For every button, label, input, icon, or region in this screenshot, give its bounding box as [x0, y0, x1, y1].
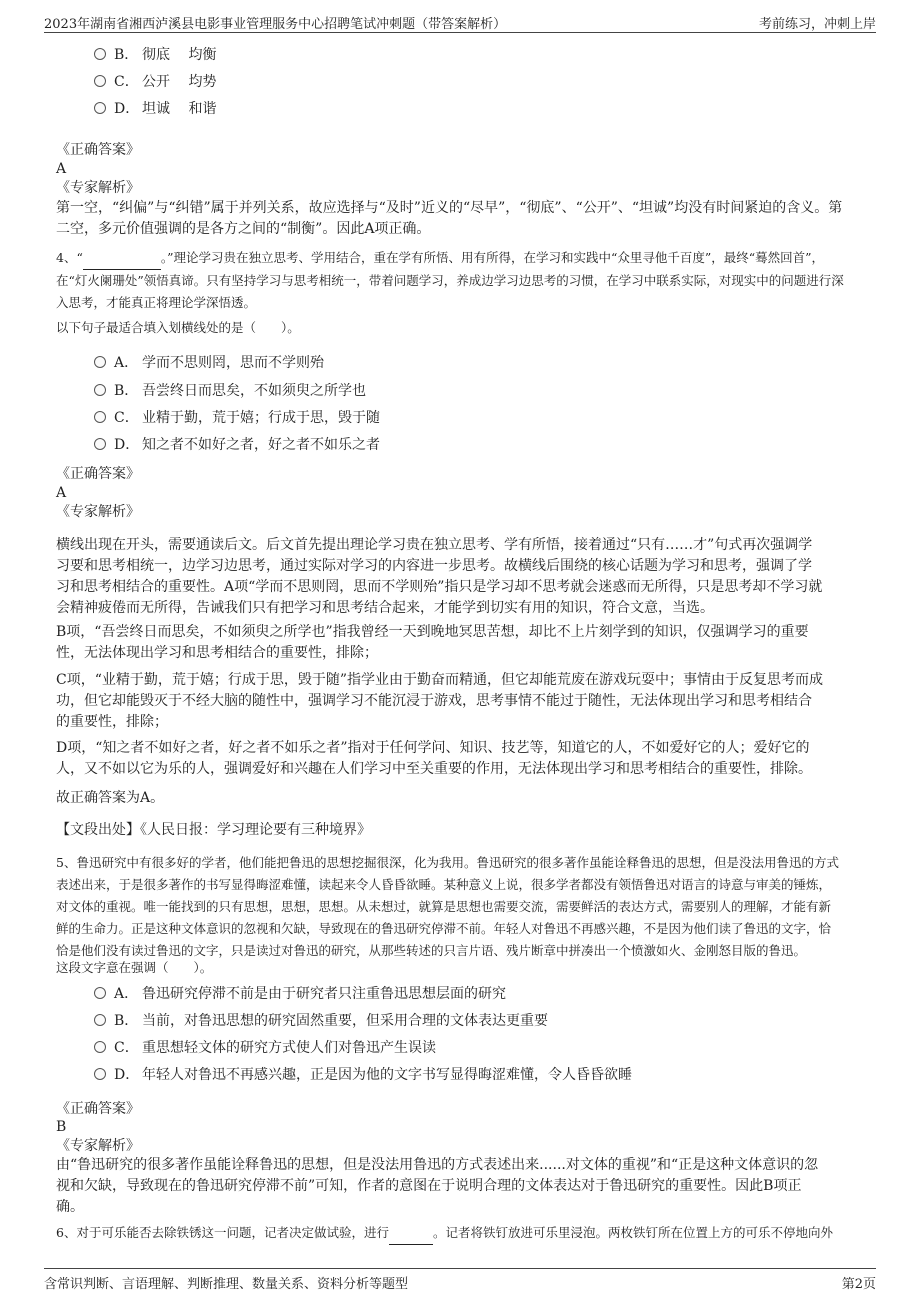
q6-stem: 6、对于可乐能否去除铁锈这一问题，记者决定做试验，进行 。记者将铁钉放进可乐里浸泡。两枚铁钉所在位置上方的可乐不停地向外 [56, 1222, 833, 1245]
q5-answer-label: 《正确答案》 [56, 1101, 140, 1117]
q4-source: 【文段出处】《人民日报：学习理论要有三种境界》 [56, 822, 371, 838]
footer-description: 含常识判断、言语理解、判断推理、数量关系、资料分析等题型 [44, 1277, 409, 1292]
q5-analysis-label: 《专家解析》 [56, 1138, 140, 1154]
document-title: 2023年湖南省湘西泸溪县电影事业管理服务中心招聘笔试冲刺题（带答案解析） [44, 17, 507, 32]
q4-option-b[interactable]: B． 吾尝终日而思矣，不如须臾之所学也 [94, 380, 366, 402]
q4-option-d[interactable]: D． 知之者不如好之者，好之者不如乐之者 [94, 434, 380, 456]
q4-question: 以下句子最适合填入划横线处的是（ ）。 [56, 320, 300, 335]
q5-analysis: 由“鲁迅研究的很多著作虽能诠释鲁迅的思想，但是没法用鲁迅的方式表述出来......对文体的重视”和“正是这种文体意识的忽 视和欠缺，导致现在的鲁迅研究停滞不前”可知，作者的意图在于说明合理的文体表达对于鲁迅研究的重要性。因此B项正 确。 [56, 1157, 819, 1215]
q3-option-c[interactable]: C． 公开 均势 [94, 71, 216, 93]
q4-fill-blank [83, 247, 161, 270]
q3-answer: A [56, 161, 67, 177]
radio-icon[interactable] [94, 1014, 106, 1026]
q3-option-b[interactable]: B． 彻底 均衡 [94, 44, 216, 66]
q5-option-b[interactable]: B． 当前，对鲁迅思想的研究固然重要，但采用合理的文体表达更重要 [94, 1010, 548, 1032]
radio-icon[interactable] [94, 438, 106, 450]
radio-icon[interactable] [94, 411, 106, 423]
q4-analysis-p1: 横线出现在开头，需要通读后文。后文首先提出理论学习贵在独立思考、学有所悟，接着通过“只有……才”句式再次强调学 习要和思考相统一，边学习边思考，通过实际对学习的内容进一步思考。故横线后围绕的核心话题为学习和思考，强调了学 习和思考相结合的重要性。A项“学而不思则罔，思而不学则殆”指只是学习却不思考就会迷惑而无所得，只是思考却不学习就 会精神疲倦而无所得，告诫我们只有把学习和思考结合起来，才能学到切实有用的知识，符合文意，当选。 [56, 537, 823, 616]
q4-answer-label: 《正确答案》 [56, 466, 140, 482]
radio-icon[interactable] [94, 1041, 106, 1053]
q3-answer-label: 《正确答案》 [56, 142, 140, 158]
q4-conclusion: 故正确答案为A。 [56, 790, 165, 806]
q5-option-d[interactable]: D． 年轻人对鲁迅不再感兴趣，正是因为他的文字书写显得晦涩难懂，令人昏昏欲睡 [94, 1064, 632, 1086]
q3-option-d[interactable]: D． 坦诚 和谐 [94, 98, 216, 120]
radio-icon[interactable] [94, 1068, 106, 1080]
page-header [44, 10, 876, 33]
q4-analysis-label: 《专家解析》 [56, 504, 140, 520]
radio-icon[interactable] [94, 987, 106, 999]
q4-stem: 4、“ 。”理论学习贵在独立思考、学用结合，重在学有所悟、用有所得，在学习和实践中“众里寻他千百度”，最终“蓦然回首”， 在“灯火阑珊处”领悟真谛。只有坚持学习与思考相统一，带着问题学习，养成边学习边思考的习惯，在学习中联系实际，对现实中的问题进行深 入思考，才能真正将理论学深悟透。 [56, 247, 844, 314]
radio-icon[interactable] [94, 384, 106, 396]
q5-stem: 5、鲁迅研究中有很多好的学者，他们能把鲁迅的思想挖掘很深，化为我用。鲁迅研究的很多著作虽能诠释鲁迅的思想，但是没法用鲁迅的方式 表述出来，于是很多著作的书写显得晦涩难懂，读起来令人昏昏欲睡。某种意义上说，很多学者都没有领悟鲁迅对语言的诗意与审美的锤炼， 对文体的重视。唯一能找到的只有思想，思想，思想。从未想过，就算是思想也需要交流，需要鲜活的表达方式，需要别人的理解，才能有新 鲜的生命力。正是这种文体意识的忽视和欠缺，导致现在的鲁迅研究停滞不前。年轻人对鲁迅不再感兴趣，不是因为他们读了鲁迅的文字，恰 恰是他们没有读过鲁迅的文字，只是读过对鲁迅的研究，从那些转述的只言片语、残片断章中拼凑出一个愤激如火、金刚怒目版的鲁迅。 这段文字意在强调（ ）。 [56, 855, 839, 975]
q4-analysis-p4: D项，“知之者不如好之者，好之者不如乐之者”指对于任何学问、知识、技艺等，知道它的人，不如爱好它的人；爱好它的 人，又不如以它为乐的人，强调爱好和兴趣在人们学习中至关重要的作用，无法体现出学习和思考相结合的重要性，排除。 [56, 740, 812, 777]
q6-fill-blank [389, 1222, 433, 1245]
q4-option-c[interactable]: C． 业精于勤，荒于嬉；行成于思，毁于随 [94, 407, 380, 429]
radio-icon[interactable] [94, 356, 106, 368]
radio-icon[interactable] [94, 102, 106, 114]
header-slogan: 考前练习，冲刺上岸 [758, 17, 876, 32]
page-number: 第2页 [841, 1277, 876, 1292]
q5-option-c[interactable]: C． 重思想轻文体的研究方式使人们对鲁迅产生误读 [94, 1037, 436, 1059]
radio-icon[interactable] [94, 48, 106, 60]
radio-icon[interactable] [94, 75, 106, 87]
q4-answer: A [56, 485, 67, 501]
q3-analysis: 第一空，“纠偏”与“纠错”属于并列关系，故应选择与“及时”近义的“尽早”，“彻底”、“公开”、“坦诚”均没有时间紧迫的含义。第 二空，多元价值强调的是各方之间的“制衡”。因此A项正确。 [56, 200, 843, 237]
page-footer [44, 1268, 876, 1293]
q5-answer: B [56, 1119, 67, 1135]
q4-analysis-p3: C项，“业精于勤，荒于嬉；行成于思，毁于随”指学业由于勤奋而精通，但它却能荒废在游戏玩耍中；事情由于反复思考而成 功，但它却能毁灭于不经大脑的随性中，强调学习不能沉浸于游戏，思考事情不能过于随性，无法体现出学习和思考相结合 的重要性，排除； [56, 672, 824, 730]
q3-analysis-label: 《专家解析》 [56, 180, 140, 196]
q5-option-a[interactable]: A． 鲁迅研究停滞不前是由于研究者只注重鲁迅思想层面的研究 [94, 983, 506, 1005]
q4-analysis-p2: B项，“吾尝终日而思矣，不如须臾之所学也”指我曾经一天到晚地冥思苦想，却比不上片刻学到的知识，仅强调学习的重要 性，无法体现出学习和思考相结合的重要性，排除； [56, 624, 809, 661]
q4-option-a[interactable]: A． 学而不思则罔，思而不学则殆 [94, 352, 324, 374]
